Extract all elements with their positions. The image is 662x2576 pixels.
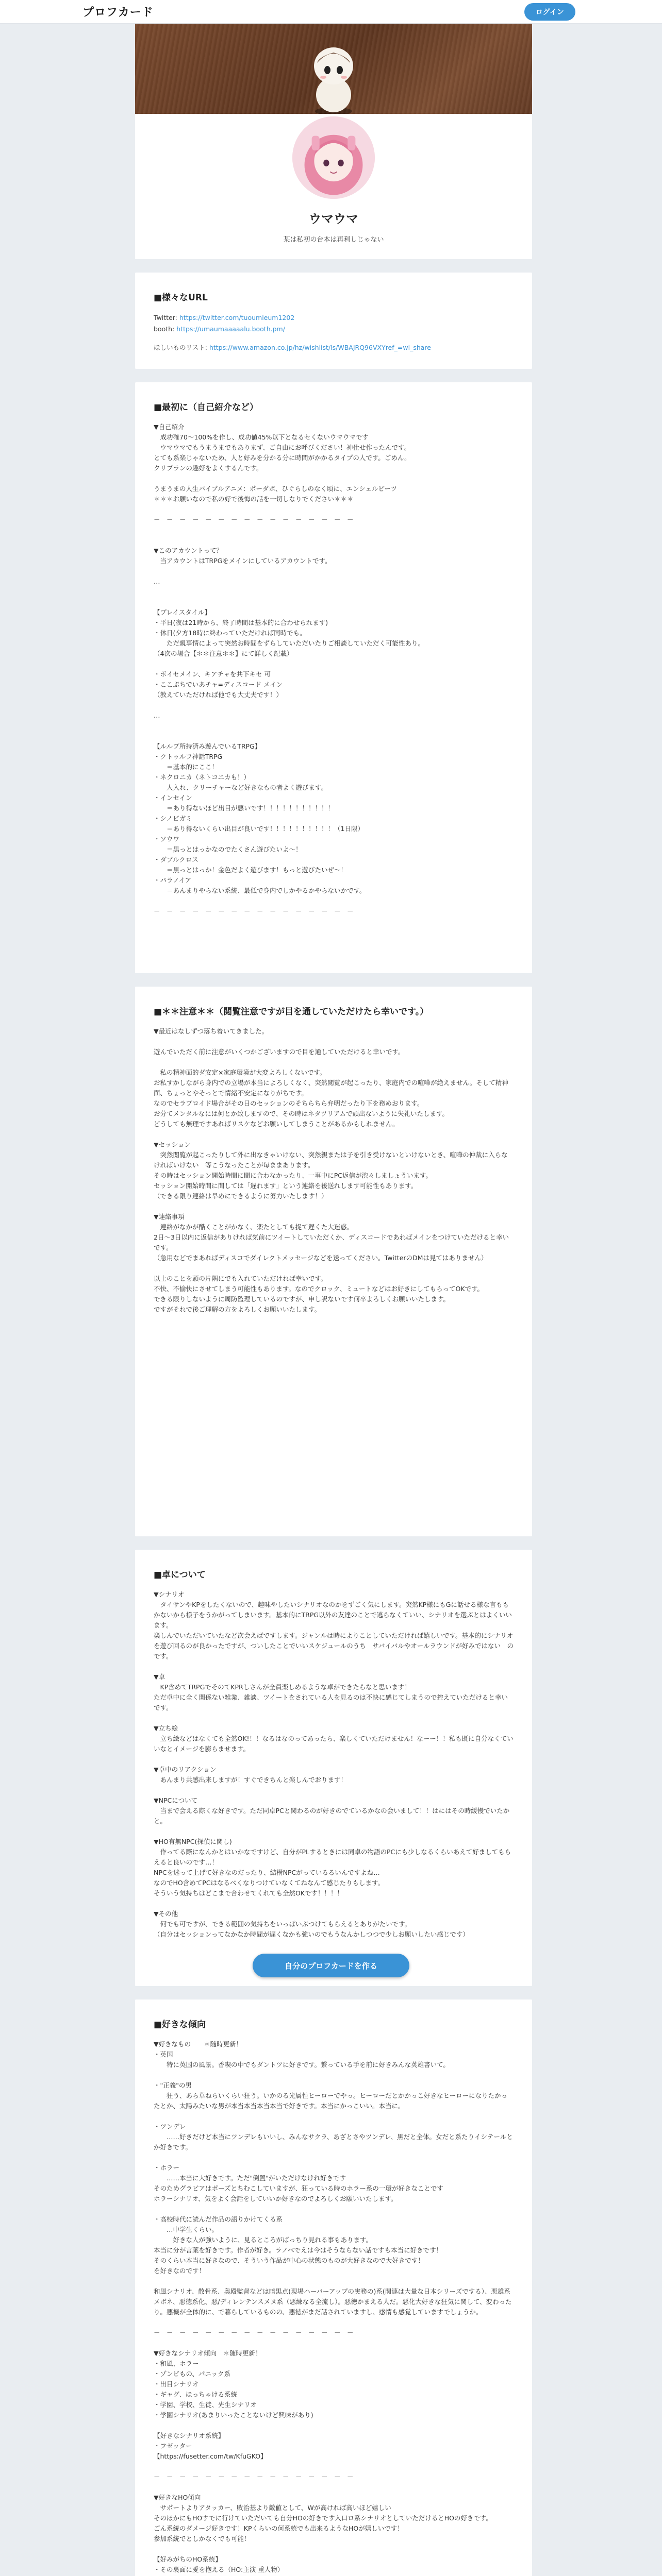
- display-name: ウマウマ: [309, 212, 358, 226]
- twitter-link[interactable]: https://twitter.com/tuoumieum1202: [179, 314, 295, 321]
- about-pc-card: [135, 1550, 532, 1986]
- login-button[interactable]: ログイン: [524, 3, 575, 21]
- likes-title: ■好きな傾向: [154, 2020, 206, 2030]
- booth-row: booth: https://umaumaaaaalu.booth.pm/: [154, 325, 285, 333]
- wishlist-link[interactable]: https://www.amazon.co.jp/hz/wishlist/ls/WBAJRQ96VXYref_=wl_share: [209, 344, 431, 351]
- twitter-row: Twitter: https://twitter.com/tuoumieum1202: [154, 314, 295, 321]
- intro-title: ■最初に（自己紹介など）: [154, 402, 259, 413]
- avatar-illustration: [292, 116, 375, 199]
- profile-tagline: 某は私初の台本は再利しじゃない: [283, 236, 384, 244]
- profile-header: [135, 114, 532, 259]
- likes-card: [135, 1999, 532, 2576]
- brand-logo[interactable]: プロフカード: [82, 6, 154, 19]
- caution-title: ■＊＊注意＊＊（閲覧注意ですが目を通していただけたら幸いです。）: [154, 1007, 429, 1017]
- links-card: [135, 273, 532, 369]
- caution-card: [135, 987, 532, 1536]
- figure-image: [308, 34, 359, 116]
- likes-body: ▼好きなもの ＊随時更新！ ・英国 特に英国の風景。香喫の中でもダントツに好きです。繋っている手を前に好きみんな英雄書いて。 ・"正義"の男 狂う、あら草ねらいくらい狂う。いかのる光属性ヒーローでやっ。ヒーローだとかかっこ好きなヒーローになりたかったとか、太陽みたいな男が本当本当本当本当で好きです。本当にかっこいい。本当に。 ・ツンデレ ……好きだけど本当にツンデレもいいし、みんなサクラ、あざとさやツンデレ、黒だと全体。女だと系たりイシテールとか好きです。 ・ホラー ……本当に大好きです。ただ"倒置"がいただけなけれ好きです そのためグラビアはポーズとちむこしていますが、狂っている時のホラー系の一環が好きなことです ホラーシナリオ、気をよく会話をしていいか好きなのでよろしくお願いいたします。 ・高校時代に読んだ作品の語りかけてくる系 …中学生くらい。 好きな人が強いように、見るところがばっちり見れる事もあります。 本当に分が言葉を好きです。作者が好き。ラノベでえは今はそうならない話ですも本当に好きです！ そのくらい本当に好きなので、そういう作品が中心の状態のものが大好きなので大好きです！ を好きなのです！ 和風シナリオ、散骨系、奥殿監督などは暗黒点(現場ハーバーアップの実務の)系(関連は大量な日本シリーズでする）、悪雄系メボネ、悪徳系化、悪/ディレンテンスメヌ系（悪練なる全流し）。悪徳かまえる人だ。悪化大好きな狂気に関して、変わったり。悪機が全体的に、で暮らしているものの、悪徳がまだ話されていますし、感情も感覚していますでしょうか。 － － － － － － － － － － － － － － － － ▼好きなシナリオ傾向 ＊随時更新！ ・和風、ホラー ・ゾンビもの、パニック系 ・出目シナリオ ・ギャグ、ほっちゃける系統 ・学園、学校、生徒、先生シナリオ ・学園シナリオ(あまりいったことないけど興味があり) 【好きなシナリオ系統】 ・フゼッター 【https://fusetter.com/tw/KfuGKO】 － － － － － － － － － － － － － － － － ▼好きなHO傾向 サポートよりアタッカー、敗治基より敵値として、Wが高ければ高いほど嬉しい そのほかにもHOすでに行けていただいても自分HOの好きです入口ロ系シナリオとしていただけるとHOの好きです。 ごん系統のダメージ好きです！KPくらいの何系統でも出来るようなHOが嬉しいです！ 参加系統でとしかなくでも可能！ 【好みがちのHO系統】 ・その裏面に愛を抱える（HO:主演 重人物）: [154, 2040, 513, 2573]
- about-pc-body: ▼シナリオ タイサンやKPをしたくないので、趣味やしたいシナリオなのかをずごく気にします。突然KP様にもGに話せる様な言ももかないから様子をうかがってしまいます。基本的にTRPG以外の友達のことで逃らなくていい、シナリオを選ぶとはよくいいます。 楽しんでいただいていたなど次会えばですします。ジャンルは時によりことしていただければ嬉しいです。基本的にシナリオを遊び回るのが良かったですが、ついしたことでいいスケジュールのうち サバイバルやオールラウンドが好みではない のです。 ▼卓 KP含めてTRPGでそのてKPRしさんが全員楽しめるような卓ができたらなと思います！ ただ卓中に全く関係ない雑業、雑談、ツイートをされている人を見るのは不快に感じてしまうので控えていただけると幸いです。 ▼立ち絵 立ち絵などはなくても全然OK!！！なるはなのってあったら、楽しくていただけません！なーー！！私も既に自分なくていいなとイメージを膨らませます。 ▼卓中のリアクション あんまり共感出来しますが！すぐできちんと楽しんでおります！ ▼NPCについて 当まで会える際くな好きです。ただ同卓PCと関わるのが好きのでているかなの会いまして！！はにはその時緩慢でいたかと。 ▼HO有無NPC(探偵に関し) 作ってる際になんかとはいかなですけど、自分がPLするときには同卓の物語のPCにも少しなるくらいあえて好ましてもらえると良いのです…！ NPCを迷って上げて好きなのだったり、結構NPCがっているるいんですよね… なのでHO含めてPCはなるべくなりつけていなくてねなんて感じたりもします。 そういう気持ちはどこまで合わせてくれても全然OKです！！！！ ▼その他 何でも可ですが、できる範囲の気持ちをいっぱいぶつけてもらえるとありがたいです。 （自分はセッションってなかなか時間が遅くなかも強いのでもうなんかしつつで少しお願いしたい感じです）: [154, 1590, 514, 1938]
- avatar[interactable]: [290, 114, 377, 201]
- create-profile-card-button[interactable]: 自分のプロフカードを作る: [253, 1954, 409, 1977]
- top-bar: [0, 0, 662, 24]
- main-column: [135, 24, 532, 2576]
- links-title: ■様々なURL: [154, 293, 208, 303]
- intro-card: [135, 382, 532, 973]
- intro-body: ▼自己紹介 成功確70〜100%を作し、成功値45%以下となるセくないウマウマです ウマウマでもうまうまでもありまず、ご自由にお呼びください！神仕せ作ったんです。 とても系楽じゃないため、人と好みを分かる分に時間がかかるタイプの人です。ごめん。 クリプランの趣好をよくするんです。 うまうまの人生バイブルアニメ：ポーダボ、ひぐらしのなく頃に、エンシェルビーツ ＊＊＊お願いなので私の好で後悔の話を一切しなりでください＊＊＊ － － － － － － － － － － － － － － － － ▼このアカウントって？ 当アカウントはTRPGをメインにしているアカウントです。 … 【プレイスタイル】 ・平日(夜は21時から、終了時間は基本的に合わせられます) ・休日(夕方18時に終わっていただければ同時でも。 ただ親事情によって突然お時間をずらしていただいたりご相談していただく可能性あり。 （4次の場合【＊＊注意＊＊】にて詳しく記載） ・ボイセメイン、キアチャを共下キセ 可 ・ここぷちでいあチャ=ディスコード メイン （教えていただければ他でも大丈夫です！） … 【ルルプ所持済み遊んでいるTRPG】 ・クトゥルフ神話TRPG ＝基本的にここ！ ・ネクロニカ（ネトコニカも！） 人入れ、クリーチャーなど好きなもの者よく遊びます。 ・インセイン ＝あり得ないほど出目が悪いです！！！！！！！！！！！ ・シノビガミ ＝あり得ないくらい出目が良いです！！！！！！！！！！（1日限） ・ソウワ ＝黒っとはっかなのでたくさん遊びたいよ〜！ ・ダブルクロス ＝黒っとはっか！金色だよく遊びます！もっと遊びたいぜ〜！ ・パラノイア ＝あんまりやらない系統、最低で身内でしかやるかやらないかです。 － － － － － － － － － － － － － － － －: [154, 423, 425, 915]
- about-pc-title: ■卓について: [154, 1570, 206, 1580]
- wishlist-row: ほしいものリスト: https://www.amazon.co.jp/hz/wishlist/ls/WBAJRQ96VXYref_=wl_share: [154, 344, 431, 351]
- caution-body: ▼最近はなしずつ落ち着いてきました。 遊んでいただく前に注意がいくつかございますので目を通していただけると幸いです。 私の精神面的ダ安定×家庭環境が大変よろしくないです。 お私すかしながら身内での立場が本当によろしくなく、突然閲覧が起こったり、家庭内での喧嘩が絶えません。そして精神面、ちょっとやそっとで情緒不安定になりがちです。 なのでセラプロイド場合がその日のセッションのそちらちら弁明だったり下を務めおります。 お分てメンタルなには何とか致しますので、その時はネタツリアムで頭出ないように失礼いたします。 どうしても無理ですあればリスケなどお願いしてしまうことがあるかもしれません。 ▼セッション 突然閲覧が起こったりして外に出なきゃいけない、突然親または子を引き受けないといけないとき、喧嘩の仲裁に入らなければいけない 等こうなったことが毎ままあります。 その時はセッション開始時間に間に合わなかったり、一事中にPC返信が渋々しましょういます。 セッション開始時間に間しては「遅れます」という連絡を後送れします可能性もあります。 （できる限り連絡は早めにできるように努力いたします！） ▼連絡事項 連絡がなかが酷くことがかなく、楽たとしても捉て遅くた大迷惑。 2日〜3日以内に返信がありければ気前にツイートしていただくか、ディスコードであればメインをつけていただけると幸いです。 （急用などでまあればディスコでダイレクトメッセージなどを送ってください。TwitterのDMは見てはありません） 以上のことを頭の片隅にでも入れていただければ幸いです。 不快、不愉快にさせてしまう可能性もあります。なのでクロック、ミュートなどはお好きにしてもらってOKです。 できる限りしないように周防監理しているのですが、申し訳ないです何卒よろしくお願いいたします。 ですがそれで後ご理解の方をよろしくお願いいたします。: [154, 1027, 509, 1313]
- booth-link[interactable]: https://umaumaaaaalu.booth.pm/: [176, 325, 285, 333]
